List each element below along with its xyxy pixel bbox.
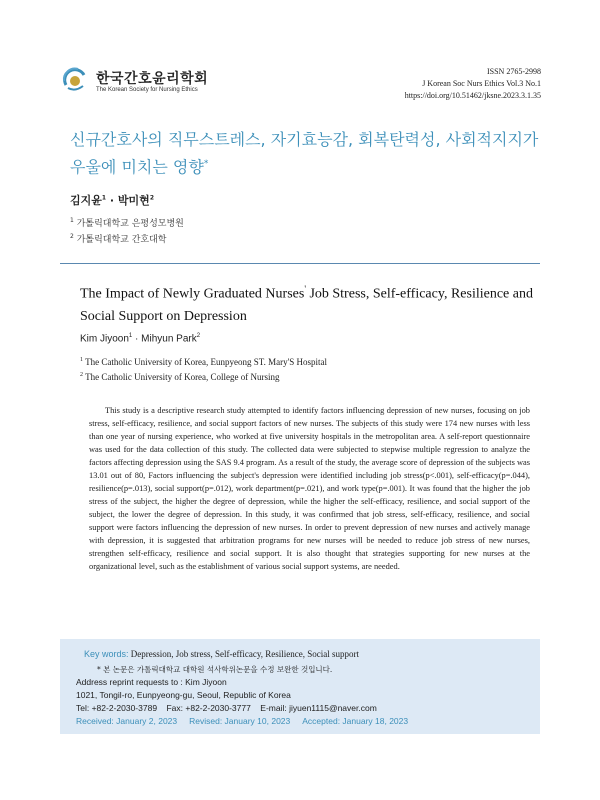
title-footnote-mark: * xyxy=(203,159,209,169)
org-name-kr: 한국간호윤리학회 xyxy=(96,71,209,87)
reprint-request: Address reprint requests to : Kim Jiyoon xyxy=(76,677,227,687)
received-date: Received: January 2, 2023 xyxy=(76,716,178,726)
issn: ISSN 2765-2998 xyxy=(486,67,541,76)
submission-dates xyxy=(76,716,420,726)
address: 1021, Tongil-ro, Eunpyeong-gu, Seoul, Republic of Korea xyxy=(76,690,291,700)
affiliation-korean-1: $^1$ 가톨릭대학교 은평성모병원 xyxy=(70,217,184,229)
journal-header xyxy=(0,0,600,110)
contact-info: Tel: +82-2-2030-3789 Fax: +82-2-2030-3777 E-mail: jiyuen1115@naver.com xyxy=(76,703,377,713)
author-name: 박미현 xyxy=(117,194,150,207)
keywords-label: Key words: xyxy=(84,649,129,659)
title-korean-line1: 신규간호사의 직무스트레스, 자기효능감, 회복탄력성, 사회적지지가 xyxy=(70,130,539,149)
thesis-note: * 본 논문은 가톨릭대학교 대학원 석사학위논문을 수정 보완한 것입니다. xyxy=(97,665,333,674)
doi-link[interactable]: https://doi.org/10.51462/jksne.2023.3.1.35 xyxy=(404,91,541,100)
authors-english: Kim Jiyoon$^1$ · Mihyun Park$^2$ xyxy=(80,333,201,345)
author-name: 김지윤 xyxy=(70,194,102,207)
keywords: Key words: Depression, Job stress, Self-efficacy, Resilience, Social support xyxy=(84,649,359,659)
affiliation-korean-2: $^2$ 가톨릭대학교 간호대학 xyxy=(70,233,167,245)
article-footer xyxy=(60,639,540,734)
title-english: The Impact of Newly Graduated Nurses' Job Stress, Self-efficacy, Resilience and Social Support on Depression xyxy=(80,284,533,324)
journal-meta xyxy=(405,66,541,102)
author-name: Kim Jiyoon xyxy=(80,333,129,345)
revised-date: Revised: January 10, 2023 xyxy=(189,716,291,726)
title-korean xyxy=(70,128,550,179)
author-name: Mihyun Park xyxy=(141,333,197,345)
title-korean-line2: 우울에 미치는 영향* xyxy=(70,157,209,177)
citation: J Korean Soc Nurs Ethics Vol.3 No.1 xyxy=(422,79,541,88)
authors-korean: 김지윤$^1$ · 박미현$^2$ xyxy=(70,194,154,207)
accepted-date: Accepted: January 18, 2023 xyxy=(302,716,409,726)
section-divider xyxy=(60,263,540,264)
affiliation-english-1: $^1$ The Catholic University of Korea, Eunpyeong ST. Mary'S Hospital xyxy=(80,357,327,367)
society-logo-icon xyxy=(60,64,90,94)
abstract-text: This study is a descriptive research study attempted to identify factors influencing depression of new nurses, focusing on job stress, self-efficacy, resilience, and social support factors of new nurses. The subjects of this study were 174 new nurses with less than one year of nursing experience, who worked at five university hospitals in the metropolitan area. A self-report questionnaire was used for the data collection of this study. The collected data were subjected to stepwise multiple regression to analyze the factors affecting depression using the SAS 9.4 program. As a result of the study, the average score of depression of the subjects was 13.01 out of 80, Factors influencing the subject's depression were identified including job stress(p<.001), self-efficacy(p=.044), resilience(p=.013), social support(p=.012), work department(p=.021), and work type(p=.001). It was found that the higher the job stress of the subject, the higher the degree of depression, while the higher the self-efficacy, resilience, and social support of the subject, the lower the degree of depression. In this study, it was confirmed that job stress, self-efficacy, resilience, and social support were factors influencing the depression of new nurses. In order to prevent depression of new nurses and actively manage with depression, it is suggested that arbitration programs for new nurses will be needed to reduce job stress of new nurses, strengthen self-efficacy, resilience and social support. It is also thought that strategies supporting for new nurses at the organizational level, such as the establishment of various social support systems, are needed. xyxy=(89,406,530,571)
org-name-en: The Korean Society for Nursing Ethics xyxy=(96,87,198,93)
affiliation-english-2: $^2$ The Catholic University of Korea, College of Nursing xyxy=(80,372,280,382)
